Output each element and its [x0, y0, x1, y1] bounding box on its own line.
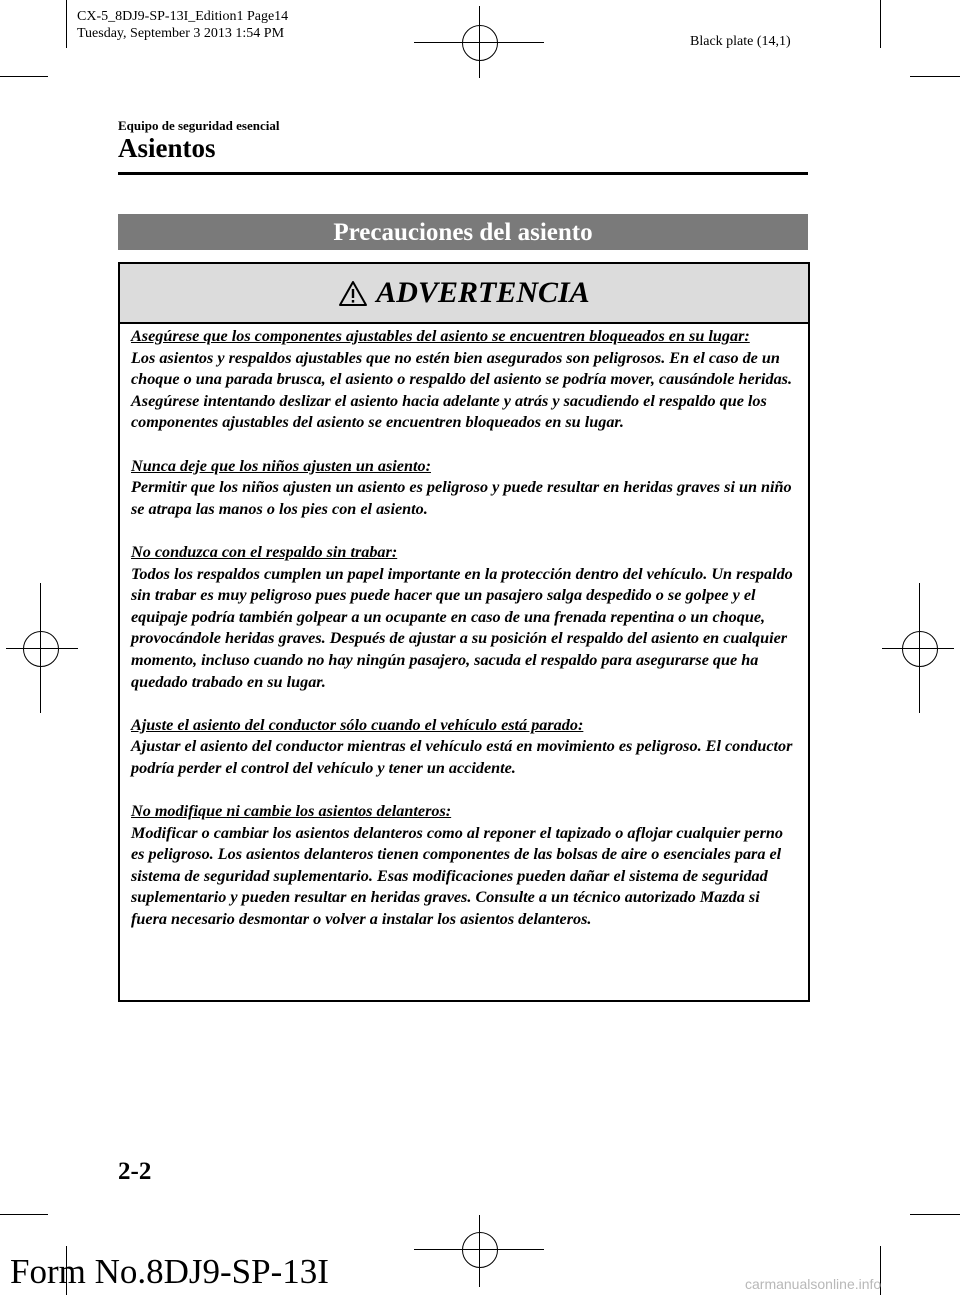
section-banner: Precauciones del asiento — [118, 214, 808, 250]
section-label: Equipo de seguridad esencial — [118, 118, 280, 133]
registration-circle — [462, 1232, 498, 1268]
registration-circle — [462, 25, 498, 61]
form-number: Form No.8DJ9-SP-13I — [10, 1252, 329, 1291]
warning-title: ADVERTENCIA — [376, 276, 590, 309]
warning-subtitle: Asegúrese que los componentes ajustables del asiento se encuentren bloqueados en su lugar: — [131, 327, 750, 345]
crop-mark — [0, 76, 48, 77]
warning-text: Ajustar el asiento del conductor mientras el vehículo está en movimiento es peligroso. El conductor podría perder el control del vehículo y tener un accidente. — [131, 737, 793, 777]
warning-text: Los asientos y respaldos ajustables que no estén bien asegurados son peligrosos. En el caso de un choque o una parada brusca, el asiento o respaldo del asiento se podría mover, causándole heridas. Asegúrese intentando deslizar el asiento hacia adelante y atrás y sacudiendo el respaldo que los componentes ajustables del asiento se encuentren bloqueados en su lugar. — [131, 348, 793, 432]
crop-mark — [880, 0, 881, 48]
warning-item — [131, 456, 798, 521]
warning-box — [118, 262, 810, 1002]
warning-item — [131, 326, 798, 434]
crop-mark — [0, 1214, 48, 1215]
print-date-line: Tuesday, September 3 2013 1:54 PM — [77, 26, 285, 41]
warning-subtitle: No conduzca con el respaldo sin trabar: — [131, 542, 398, 561]
warning-item — [131, 715, 798, 780]
warning-subtitle: Nunca deje que los niños ajusten un asiento: — [131, 456, 431, 475]
plate-label: Black plate (14,1) — [690, 34, 791, 49]
warning-subtitle: No modifique ni cambie los asientos delanteros: — [131, 802, 452, 821]
warning-text: Todos los respaldos cumplen un papel importante en la protección dentro del vehículo. Un respaldo sin trabar es muy peligroso pues puede hacer que un pasajero salga despedido o se golpee y el equipaje podría también golpear a un ocupante en caso de una frenada repentina o un choque, provocándole heridas graves. Después de ajustar a su posición el respaldo del asiento en cualquier momento, incluso cuando no hay ningún pasajero, sacuda el respaldo para asegurarse que ha quedado trabado en su lugar. — [131, 564, 793, 691]
warning-subtitle: Ajuste el asiento del conductor sólo cuando el vehículo está parado: — [131, 715, 584, 734]
crop-mark — [66, 0, 67, 48]
print-job-line: CX-5_8DJ9-SP-13I_Edition1 Page14 — [77, 9, 289, 24]
warning-item — [131, 801, 798, 931]
warning-header — [120, 264, 808, 324]
warning-body — [120, 324, 808, 931]
crop-mark — [910, 1214, 960, 1215]
page-title: Asientos — [118, 133, 216, 163]
warning-triangle-icon — [338, 280, 368, 307]
registration-circle — [23, 631, 59, 667]
title-rule — [118, 172, 808, 175]
warning-text: Modificar o cambiar los asientos delanteros como al reponer el tapizado o aflojar cualquier perno es peligroso. Los asientos delanteros tienen componentes de las bolsas de aire o esenciales para el sistema de seguridad suplementario. Esas modificaciones pueden dañar el sistema de seguridad suplementario y pueden resultar en heridas graves. Consulte a un técnico autorizado Mazda si fuera necesario desmontar o volver a instalar los asientos delanteros. — [131, 823, 784, 929]
warning-text: Permitir que los niños ajusten un asiento es peligroso y puede resultar en heridas graves si un niño se atrapa las manos o los pies con el asiento. — [131, 478, 792, 518]
crop-mark — [910, 76, 960, 77]
watermark: carmanualsonline.info — [745, 1276, 882, 1292]
page-number: 2-2 — [118, 1158, 152, 1185]
warning-item — [131, 542, 798, 693]
registration-circle — [902, 631, 938, 667]
